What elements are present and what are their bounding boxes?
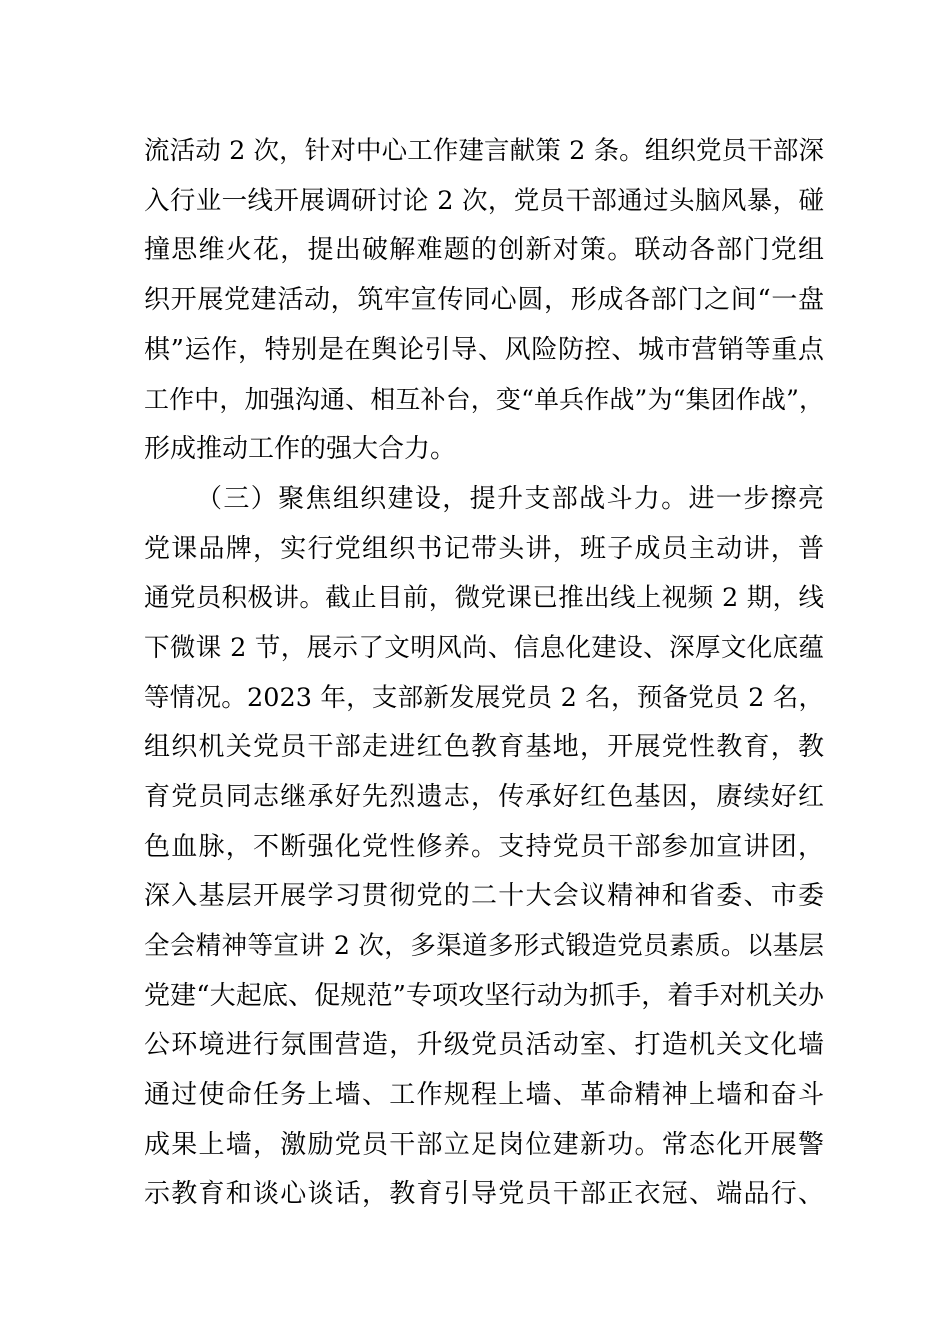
- text-line: 示教育和谈心谈话，教育引导党员干部正衣冠、端品行、: [144, 1179, 824, 1210]
- text-line: 棋”运作，特别是在舆论引导、风险防控、城市营销等重点: [144, 334, 824, 365]
- body-text: [144, 127, 824, 1220]
- text-line: 形成推动工作的强大合力。: [144, 434, 457, 465]
- text-line: 成果上墙，激励党员干部立足岗位建新功。常态化开展警: [144, 1129, 824, 1160]
- text-line: 育党员同志继承好先烈遗志，传承好红色基因，赓续好红: [144, 781, 824, 812]
- text-line: 全会精神等宣讲 2 次，多渠道多形式锻造党员素质。以基层: [144, 931, 824, 961]
- text-line: 工作中，加强沟通、相互补台，变“单兵作战”为“集团作战”，: [144, 385, 824, 415]
- text-line: 撞思维火花，提出破解难题的创新对策。联动各部门党组: [144, 235, 824, 266]
- text-line: 公环境进行氛围营造，升级党员活动室、打造机关文化墙: [144, 1030, 824, 1061]
- text-line: 深入基层开展学习贯彻党的二十大会议精神和省委、市委: [144, 881, 824, 912]
- text-line: 等情况。2023 年，支部新发展党员 2 名，预备党员 2 名，: [144, 682, 824, 713]
- text-line: 通过使命任务上墙、工作规程上墙、革命精神上墙和奋斗: [144, 1080, 824, 1111]
- text-line: 组织机关党员干部走进红色教育基地，开展党性教育，教: [144, 732, 824, 763]
- text-line: 织开展党建活动，筑牢宣传同心圆，形成各部门之间“一盘: [144, 285, 824, 316]
- text-line: 党建“大起底、促规范”专项攻坚行动为抓手，着手对机关办: [144, 980, 824, 1011]
- text-line: 入行业一线开展调研讨论 2 次，党员干部通过头脑风暴，碰: [144, 185, 824, 216]
- text-line: 下微课 2 节，展示了文明风尚、信息化建设、深厚文化底蕴: [144, 632, 824, 663]
- text-line: 流活动 2 次，针对中心工作建言献策 2 条。组织党员干部深: [144, 136, 824, 166]
- text-line: 通党员积极讲。截止目前，微党课已推出线上视频 2 期，线: [144, 583, 824, 614]
- text-line: 党课品牌，实行党组织书记带头讲，班子成员主动讲，普: [144, 533, 824, 564]
- text-line: 色血脉，不断强化党性修养。支持党员干部参加宣讲团，: [144, 831, 824, 862]
- section-heading-line: （三）聚焦组织建设，提升支部战斗力。进一步擦亮: [196, 483, 824, 514]
